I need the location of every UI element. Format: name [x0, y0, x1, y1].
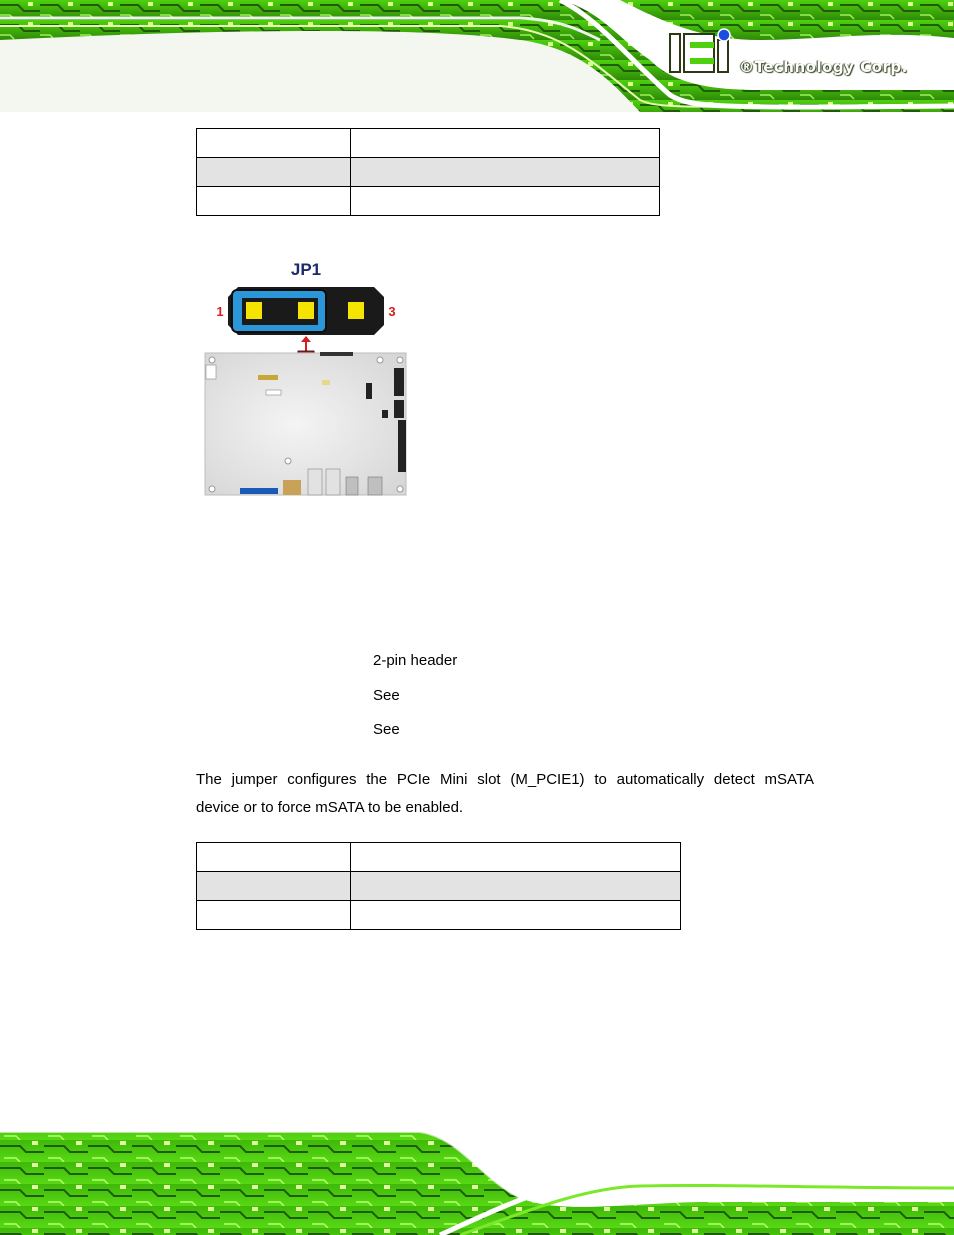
table-cell	[197, 158, 351, 187]
table-row	[197, 129, 660, 158]
table-cell	[197, 129, 351, 158]
table-row	[197, 872, 681, 901]
table-row	[197, 843, 681, 872]
table-cell	[197, 901, 351, 930]
body-paragraph	[196, 766, 814, 822]
table-row	[197, 158, 660, 187]
table-cell	[197, 843, 351, 872]
jumper-settings-value: See	[373, 687, 400, 704]
table-cell	[351, 901, 681, 930]
brand-text: ®Technology Corp.	[739, 58, 908, 76]
table-cell	[351, 187, 660, 216]
table-cell	[197, 187, 351, 216]
footer-banner	[0, 1118, 954, 1235]
paragraph-line: The jumper configures the PCIe Mini slot (M_PCIE1) to automatically detect mSATA	[196, 771, 814, 788]
jumper-location-value: See	[373, 721, 400, 738]
table-cell	[351, 843, 681, 872]
table-cell	[351, 158, 660, 187]
motherboard-illustration	[205, 352, 406, 495]
jumper-settings-table-2	[196, 842, 681, 930]
table-row	[197, 901, 681, 930]
paragraph-line: device or to force mSATA to be enabled.	[196, 799, 464, 816]
pin-3-label: 3	[388, 304, 396, 319]
jumper-header-icon	[228, 287, 384, 335]
jumper-label: JP1	[290, 260, 322, 279]
table-row	[197, 187, 660, 216]
jumper-type-value: 2-pin header	[373, 652, 458, 669]
table-cell	[351, 129, 660, 158]
table-cell	[197, 872, 351, 901]
jumper-location-diagram	[196, 255, 426, 505]
pin-1-label: 1	[216, 304, 224, 319]
jumper-settings-table-1	[196, 128, 660, 216]
table-cell	[351, 872, 681, 901]
